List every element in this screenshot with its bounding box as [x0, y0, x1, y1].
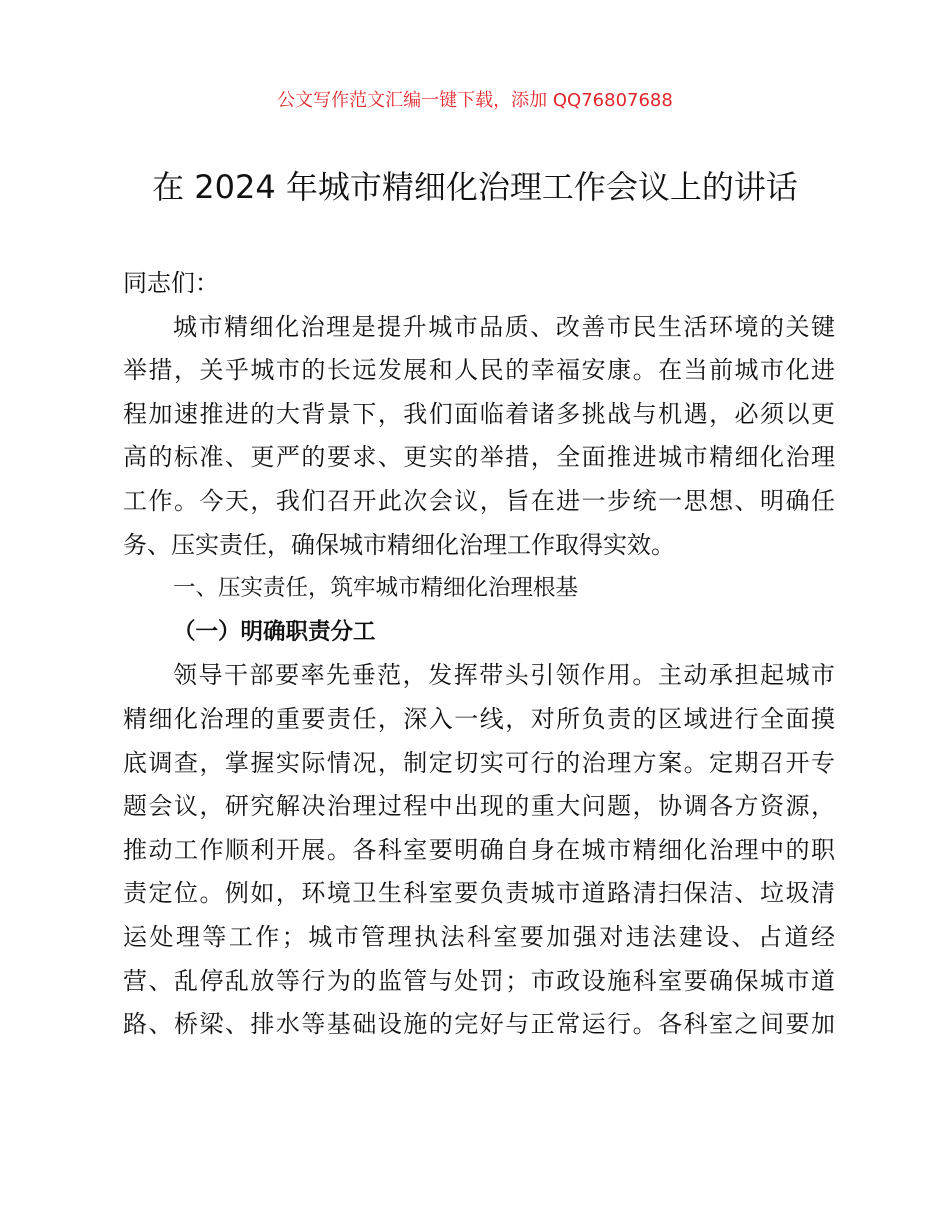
paragraph-line: 推动工作顺利开展。各科室要明确自身在城市精细化治理中的职 [123, 835, 835, 864]
paragraph-line: 城市精细化治理是提升城市品质、改善市民生活环境的关键 [173, 312, 835, 341]
paragraph-line: 题会议，研究解决治理过程中出现的重大问题，协调各方资源， [123, 792, 835, 821]
paragraph-line: 举措，关乎城市的长远发展和人民的幸福安康。在当前城市化进 [123, 356, 835, 385]
paragraph-line: 务、压实责任，确保城市精细化治理工作取得实效。 [123, 530, 675, 559]
paragraph-line: 程加速推进的大背景下，我们面临着诸多挑战与机遇，必须以更 [123, 399, 835, 428]
watermark-download-notice: 公文写作范文汇编一键下载，添加 QQ76807688 [277, 90, 673, 111]
paragraph-line: 工作。今天，我们召开此次会议，旨在进一步统一思想、明确任 [123, 486, 835, 515]
paragraph-line: 底调查，掌握实际情况，制定切实可行的治理方案。定期召开专 [123, 748, 835, 777]
paragraph-line: 精细化治理的重要责任，深入一线，对所负责的区域进行全面摸 [123, 704, 835, 733]
salutation: 同志们： [123, 269, 219, 297]
paragraph-responsibilities [123, 654, 835, 1046]
paragraph-line: 领导干部要率先垂范，发挥带头引领作用。主动承担起城市 [173, 661, 835, 690]
paragraph-line: 营、乱停乱放等行为的监管与处罚；市政设施科室要确保城市道 [123, 966, 835, 995]
paragraph-intro [123, 306, 835, 568]
paragraph-line: 运处理等工作；城市管理执法科室要加强对违法建设、占道经 [123, 922, 835, 951]
document-title: 在 2024 年城市精细化治理工作会议上的讲话 [152, 168, 798, 206]
subsection-heading: （一）明确职责分工 [173, 618, 376, 645]
paragraph-line: 路、桥梁、排水等基础设施的完好与正常运行。各科室之间要加 [123, 1010, 835, 1039]
paragraph-line: 高的标准、更严的要求、更实的举措，全面推进城市精细化治理 [123, 443, 835, 472]
section-heading: 一、压实责任，筑牢城市精细化治理根基 [173, 575, 579, 602]
paragraph-line: 责定位。例如，环境卫生科室要负责城市道路清扫保洁、垃圾清 [123, 879, 835, 908]
document-body [123, 262, 835, 1047]
